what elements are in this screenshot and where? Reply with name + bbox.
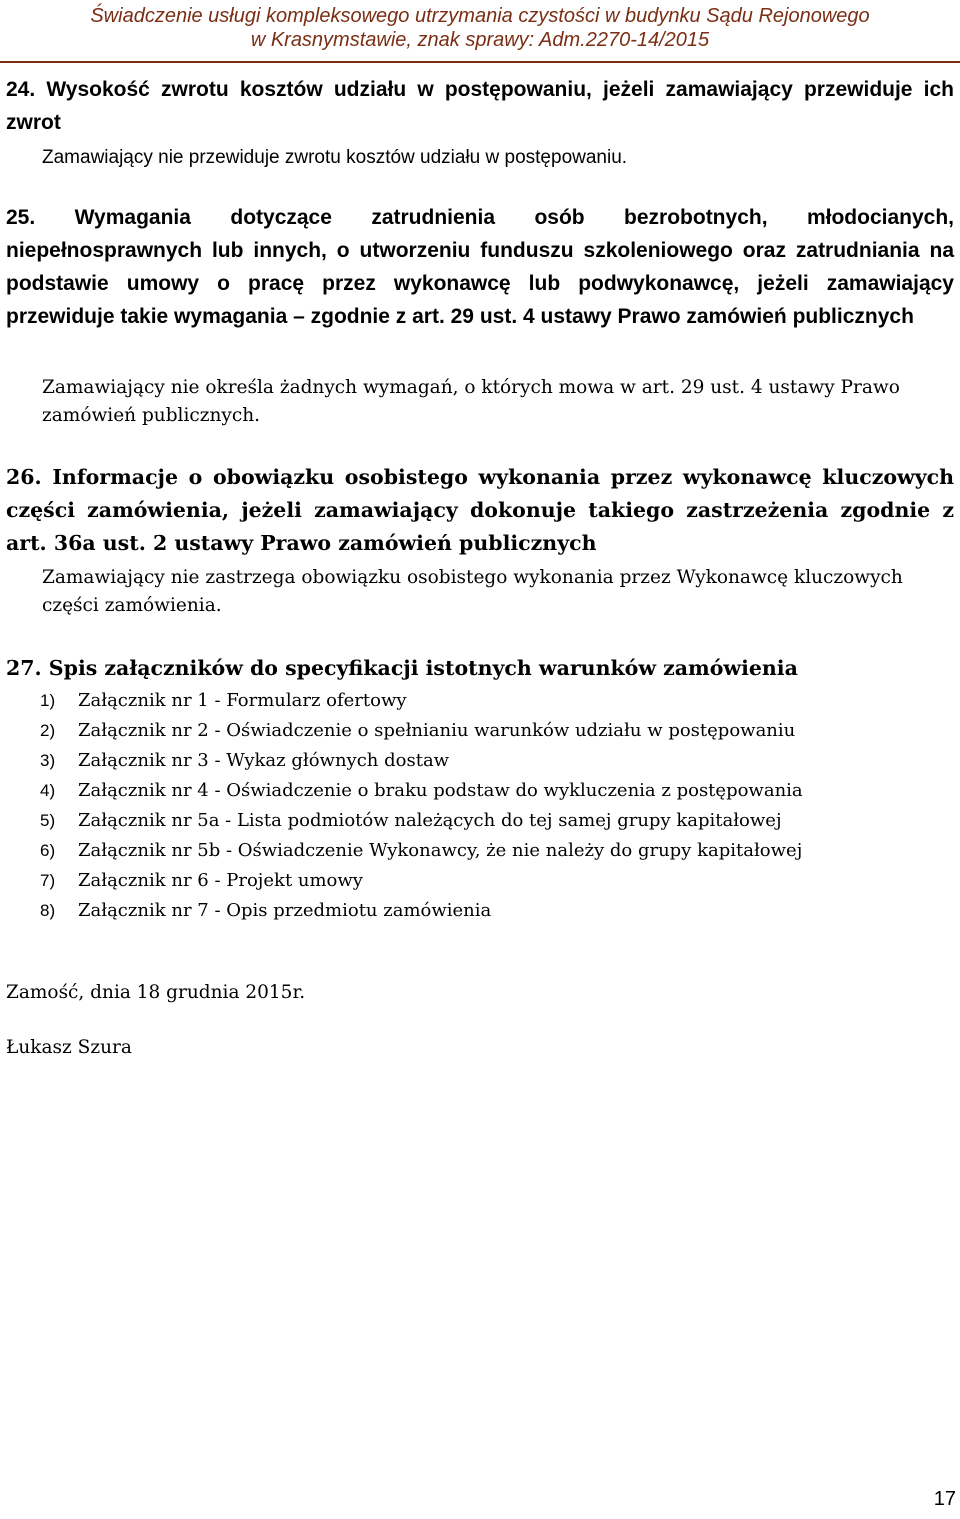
attachment-label: Załącznik nr 6 - Projekt umowy — [78, 870, 363, 891]
attachment-item-3 — [40, 746, 940, 776]
attachment-number: 1) — [40, 691, 56, 710]
header-divider — [0, 61, 960, 63]
attachment-label: Załącznik nr 7 - Opis przedmiotu zamówienia — [78, 900, 492, 921]
attachment-number: 6) — [40, 841, 56, 860]
section-25-heading: 25. Wymagania dotyczące zatrudnienia osób bezrobotnych, młodocianych, niepełnosprawnych lub innych, o utworzeniu funduszu szkoleniowego oraz zatrudniania na podstawie umowy o pracę przez wykonawcę lub podwykonawcę, jeżeli zamawiający przewiduje takie wymagania – zgodnie z art. 29 ust. 4 ustawy Prawo zamówień publicznych — [6, 206, 954, 328]
attachment-number: 4) — [40, 781, 56, 800]
section-26-heading: 26. Informacje o obowiązku osobistego wykonania przez wykonawcę kluczowych części zamówienia, jeżeli zamawiający dokonuje takiego zastrzeżenia zgodnie z art. 36a ust. 2 ustawy Prawo zamówień publicznych — [6, 465, 954, 555]
attachment-label: Załącznik nr 3 - Wykaz głównych dostaw — [78, 750, 450, 771]
attachment-number: 2) — [40, 721, 56, 740]
attachment-item-5 — [40, 806, 940, 836]
attachment-number: 5) — [40, 811, 56, 830]
header-title-line2: w Krasnymstawie, znak sprawy: Adm.2270-14/2015 — [250, 29, 710, 51]
section-27-heading: 27. Spis załączników do specyfikacji istotnych warunków zamówienia — [6, 656, 798, 680]
attachment-label: Załącznik nr 5b - Oświadczenie Wykonawcy, że nie należy do grupy kapitałowej — [78, 840, 803, 861]
section-26-body: Zamawiający nie zastrzega obowiązku osobistego wykonania przez Wykonawcę kluczowych części zamówienia. — [42, 567, 903, 616]
document-header — [0, 4, 960, 52]
attachment-number: 7) — [40, 871, 56, 890]
attachment-label: Załącznik nr 2 - Oświadczenie o spełnianiu warunków udziału w postępowaniu — [78, 720, 796, 741]
attachment-item-7 — [40, 866, 940, 896]
attachment-item-6 — [40, 836, 940, 866]
attachment-label: Załącznik nr 4 - Oświadczenie o braku podstaw do wykluczenia z postępowania — [78, 780, 803, 801]
attachment-number: 3) — [40, 751, 56, 770]
attachment-item-2 — [40, 716, 940, 746]
section-24-heading: 24. Wysokość zwrotu kosztów udziału w postępowaniu, jeżeli zamawiający przewiduje ich zwrot — [6, 78, 954, 134]
signature-name: Łukasz Szura — [6, 1037, 132, 1058]
place-date: Zamość, dnia 18 grudnia 2015r. — [6, 982, 306, 1003]
attachment-label: Załącznik nr 5a - Lista podmiotów należących do tej samej grupy kapitałowej — [78, 810, 782, 831]
attachment-number: 8) — [40, 901, 56, 920]
attachment-item-1 — [40, 686, 940, 716]
header-title-line1: Świadczenie usługi kompleksowego utrzymania czystości w budynku Sądu Rejonowego — [90, 5, 870, 27]
attachment-item-4 — [40, 776, 940, 806]
section-25-body: Zamawiający nie określa żadnych wymagań, o których mowa w art. 29 ust. 4 ustawy Prawo zamówień publicznych. — [42, 377, 900, 426]
section-24-body: Zamawiający nie przewiduje zwrotu kosztów udziału w postępowaniu. — [42, 147, 628, 168]
page-number: 17 — [933, 1488, 956, 1510]
attachment-label: Załącznik nr 1 - Formularz ofertowy — [78, 690, 407, 711]
attachment-item-8 — [40, 896, 940, 926]
attachments-list — [40, 686, 940, 926]
